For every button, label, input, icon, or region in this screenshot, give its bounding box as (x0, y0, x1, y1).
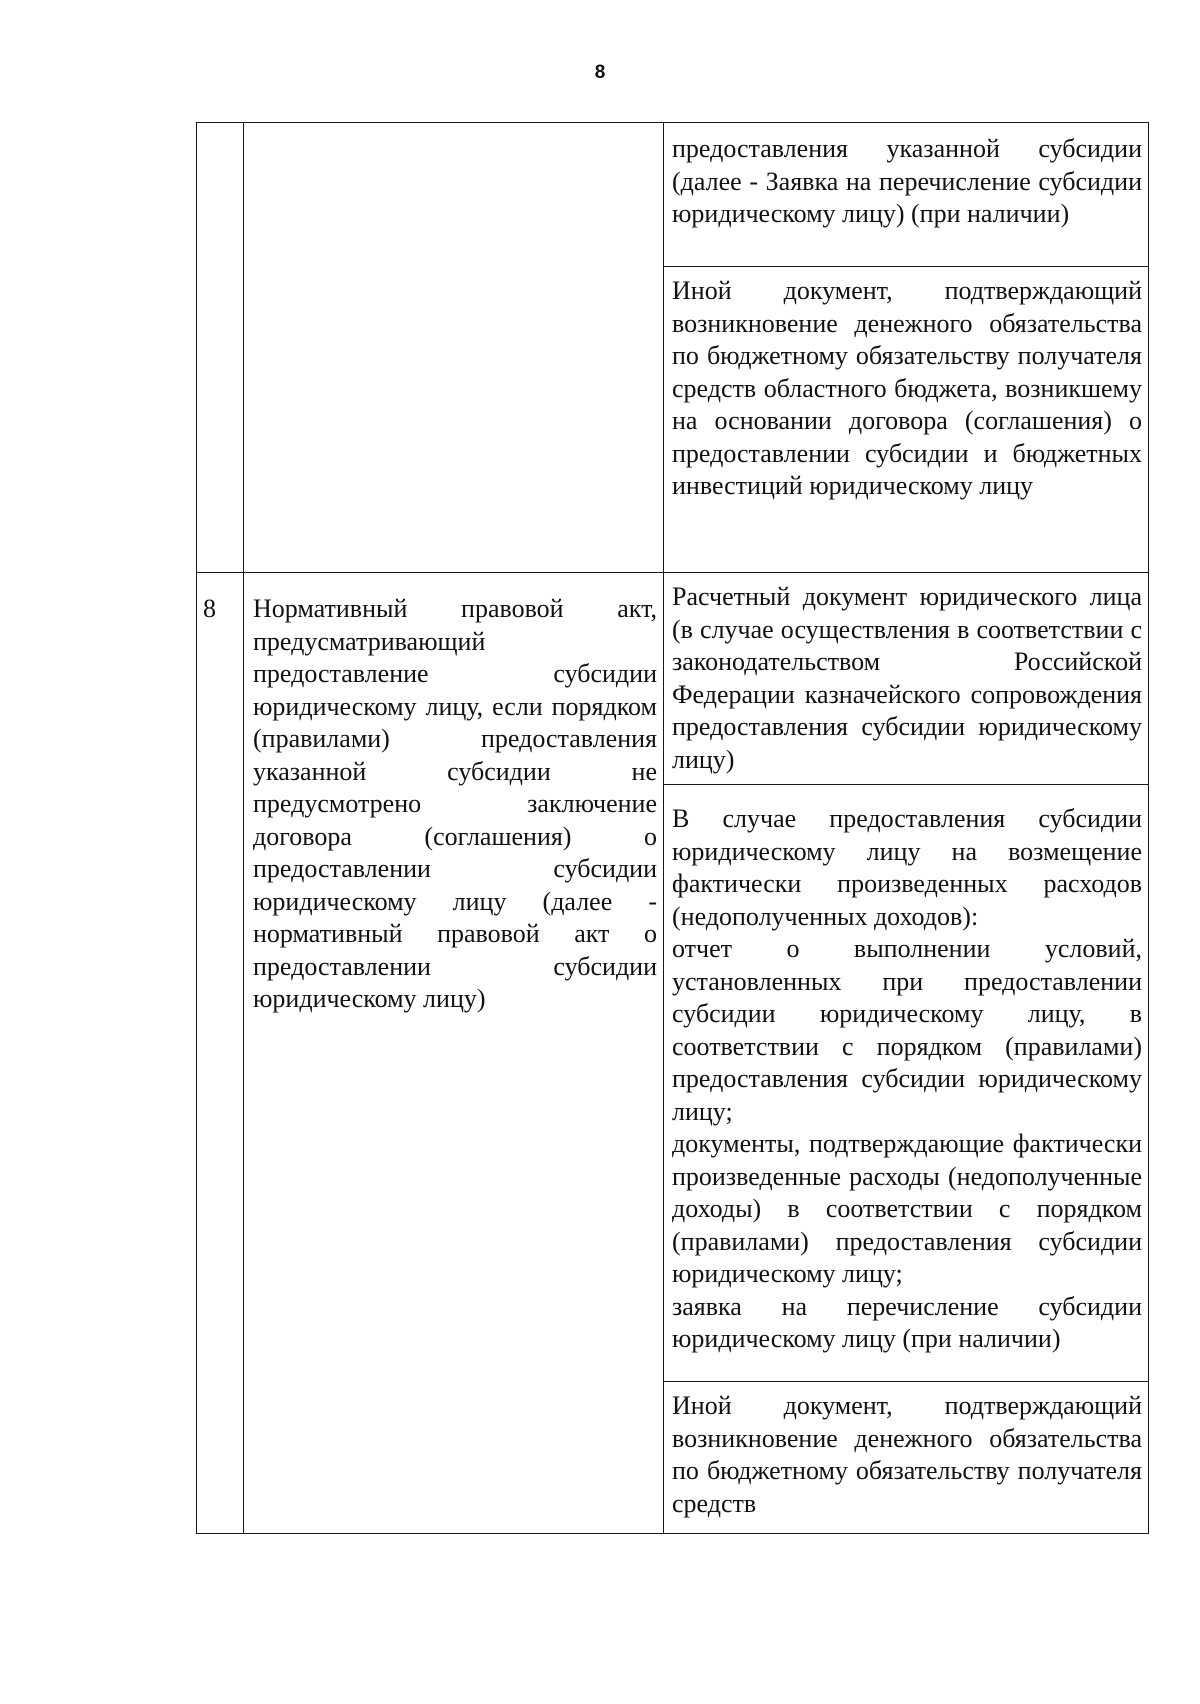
legal-act-cell (244, 573, 664, 1534)
document-text: Иной документ, подтверждающий возникновение денежного обязательства по бюджетному обязательству получателя средств областного бюджета, возникшему на основании договора (соглашения) о предоставлении субсидии и бюджетных инвестиций юридическому лицу (672, 276, 1142, 500)
document-cell (664, 785, 1149, 1382)
other-document-text: Иной документ, подтверждающий возникновение денежного обязательства по бюджетному обязательству получателя средств (672, 1391, 1142, 1518)
document-cell (664, 1382, 1149, 1534)
table-row-continued (197, 123, 1149, 267)
document-text: предоставления указанной субсидии (далее - Заявка на перечисление субсидии юридическому лицу) (при наличии) (672, 134, 1142, 228)
expenses-text: документы, подтверждающие фактически произведенные расходы (недополученные доходы) в соответствии с порядком (правилами) предоставления субсидии юридическому лицу; (672, 1129, 1142, 1288)
documents-table (196, 122, 1149, 1534)
compensation-intro-text: В случае предоставления субсидии юридическому лицу на возмещение фактически произведенных расходов (недополученных доходов): (672, 804, 1142, 931)
document-cell (664, 123, 1149, 267)
legal-act-text: Нормативный правовой акт, предусматривающий предоставление субсидии юридическому лицу, если порядком (правилами) предоставления указанной субсидии не предусмотрено заключение договора (соглашения) о предоставлении субсидии юридическому лицу (далее - нормативный правовой акт о предоставлении субсидии юридическому лицу) (253, 594, 657, 1013)
document-cell (664, 573, 1149, 785)
transfer-request-text: заявка на перечисление субсидии юридическому лицу (при наличии) (672, 1291, 1142, 1353)
row-number-cell: 8 (197, 573, 244, 1534)
row-number-cell (197, 123, 244, 573)
legal-act-cell (244, 123, 664, 573)
table-row-8 (197, 573, 1149, 785)
report-text: отчет о выполнении условий, установленных при предоставлении субсидии юридическому лицу, в соответствии с порядком (правилами) предоставления субсидии юридическому лицу; (672, 934, 1142, 1126)
document-cell (664, 267, 1149, 573)
page-number: 8 (594, 62, 606, 83)
settlement-document-text: Расчетный документ юридического лица (в случае осуществления в соответствии с законодательством Российской Федерации казначейского сопровождения предоставления субсидии юридическому лицу) (672, 582, 1142, 774)
